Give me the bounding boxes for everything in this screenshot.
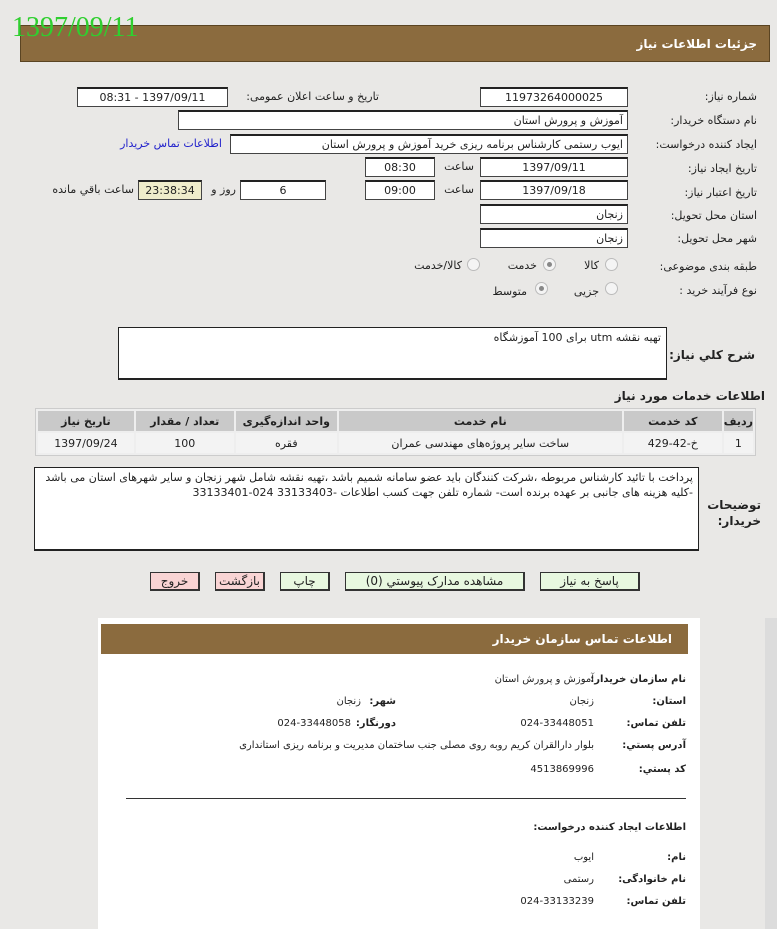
cell-name: ساخت سایر پروژه‌های مهندسی عمران	[338, 432, 623, 454]
create-time-label: ساعت	[444, 160, 474, 173]
province-label: استان:	[652, 696, 686, 707]
province-value: زنجان	[569, 696, 594, 707]
need-number-label: شماره نیاز:	[704, 90, 757, 103]
city-value: زنجان	[336, 696, 361, 707]
right-scroll-strip	[765, 618, 777, 929]
category-radio-service[interactable]	[543, 258, 556, 271]
contact-title: اطلاعات تماس سازمان خریدار	[492, 632, 672, 646]
valid-time-field: 09:00	[365, 180, 435, 200]
notes-label: توضیحات خریدار:	[707, 498, 761, 528]
creator-info-title: اطلاعات ایجاد کننده درخواست:	[533, 822, 686, 833]
notes-text: پرداخت با تائید کارشناس مربوطه ،شرکت کنندگان باید عضو سامانه شمیم باشد ،تهیه نقشه شامل شهر زنجان و سایر شهرهای استان می باشد -کلیه هزینه های جانبی بر عهده برنده است- شماره تلفن جهت کسب اطلاعات -33133403 024-33133401	[45, 471, 693, 499]
announce-field: 1397/09/11 - 08:31	[77, 87, 228, 107]
buyer-contact-link[interactable]: اطلاعات تماس خریدار	[120, 137, 222, 150]
buyer-field: آموزش و پرورش استان	[178, 110, 628, 130]
valid-date-field: 1397/09/18	[480, 180, 628, 200]
create-date-field: 1397/09/11	[480, 157, 628, 177]
postal-label: کد پستي:	[638, 764, 686, 775]
divider	[126, 798, 686, 799]
col-qty: تعداد / مقدار	[135, 410, 235, 432]
postal-value: 4513869996	[530, 764, 594, 775]
back-button[interactable]: بازگشت	[215, 572, 265, 591]
remaining-time-field: 23:38:34	[138, 180, 202, 200]
category-option-service: خدمت	[507, 259, 537, 272]
create-time-field: 08:30	[365, 157, 435, 177]
category-label: طبقه بندی موضوعی:	[659, 260, 757, 273]
table-row	[37, 432, 754, 454]
city-field: زنجان	[480, 228, 628, 248]
province-label: استان محل تحویل:	[670, 209, 757, 222]
summary-label: شرح کلي نياز:	[669, 348, 755, 362]
col-code: کد خدمت	[623, 410, 723, 432]
summary-textarea[interactable]	[118, 327, 667, 380]
cell-qty: 100	[135, 432, 235, 454]
buyer-label: نام دستگاه خریدار:	[670, 114, 757, 127]
announce-label: تاریخ و ساعت اعلان عمومی:	[246, 90, 379, 103]
process-radio-medium[interactable]	[535, 282, 548, 295]
process-option-medium: متوسط	[492, 285, 527, 298]
cell-date: 1397/09/24	[37, 432, 135, 454]
fax-label: دورنگار:	[355, 718, 396, 729]
buyer-contact-panel	[98, 618, 700, 929]
name-value: ایوب	[573, 852, 594, 863]
name-label: نام:	[667, 852, 686, 863]
city-label: شهر محل تحویل:	[677, 232, 757, 245]
print-button[interactable]: چاپ	[280, 572, 330, 591]
valid-date-label: تاریخ اعتبار نیاز:	[684, 186, 757, 199]
notes-textarea[interactable]	[34, 467, 699, 551]
address-value: بلوار دارالقران کریم روبه روی مصلی جنب ساختمان مدیریت و برنامه ریزی استانداری	[239, 740, 594, 751]
create-date-label: تاریخ ایجاد نیاز:	[687, 162, 757, 175]
remaining-label: ساعت باقي مانده	[52, 183, 134, 196]
family-label: نام خانوادگی:	[618, 874, 686, 885]
process-option-minor: جزیی	[573, 285, 599, 298]
city-label: شهر:	[369, 696, 396, 707]
cell-row: 1	[723, 432, 754, 454]
phone-label: تلفن تماس:	[626, 718, 686, 729]
org-label: نام سازمان خریدار:	[590, 674, 686, 685]
address-label: آدرس پستي:	[622, 740, 686, 751]
col-row: ردیف	[723, 410, 754, 432]
province-field: زنجان	[480, 204, 628, 224]
services-title: اطلاعات خدمات مورد نياز	[614, 389, 765, 403]
page-title: جزئیات اطلاعات نیاز	[636, 37, 757, 51]
contact-header	[101, 624, 688, 654]
services-table	[35, 408, 756, 456]
phone-value: 024-33448051	[520, 718, 594, 729]
exit-button[interactable]: خروج	[150, 572, 200, 591]
creator-phone-label: تلفن تماس:	[626, 896, 686, 907]
col-date: تاریخ نیاز	[37, 410, 135, 432]
valid-time-label: ساعت	[444, 183, 474, 196]
need-number-field: 11973264000025	[480, 87, 628, 107]
creator-field: ایوب رستمی کارشناس برنامه ریزی خرید آموزش و پرورش استان	[230, 134, 628, 154]
days-label: روز و	[211, 183, 236, 196]
cell-code: خ-42-429	[623, 432, 723, 454]
process-label: نوع فرآیند خرید :	[679, 284, 757, 297]
process-radio-minor[interactable]	[605, 282, 618, 295]
attachments-button[interactable]: مشاهده مدارک پیوستي (0)	[345, 572, 525, 591]
fax-value: 024-33448058	[277, 718, 351, 729]
creator-phone-value: 024-33133239	[520, 896, 594, 907]
category-radio-goods-service[interactable]	[467, 258, 480, 271]
watermark-date: 1397/09/11	[12, 12, 139, 43]
category-radio-goods[interactable]	[605, 258, 618, 271]
creator-label: ایجاد کننده درخواست:	[655, 138, 757, 151]
category-option-goods: کالا	[584, 259, 599, 272]
reply-button[interactable]: پاسخ به نیاز	[540, 572, 640, 591]
col-unit: واحد اندازه‌گیری	[235, 410, 338, 432]
family-value: رستمی	[563, 874, 594, 885]
category-option-goods-service: کالا/خدمت	[414, 259, 462, 272]
summary-text: تهیه نقشه utm برای 100 آموزشگاه	[493, 331, 661, 344]
col-name: نام خدمت	[338, 410, 623, 432]
days-field: 6	[240, 180, 326, 200]
org-value: آموزش و پرورش استان	[494, 674, 594, 685]
cell-unit: فقره	[235, 432, 338, 454]
